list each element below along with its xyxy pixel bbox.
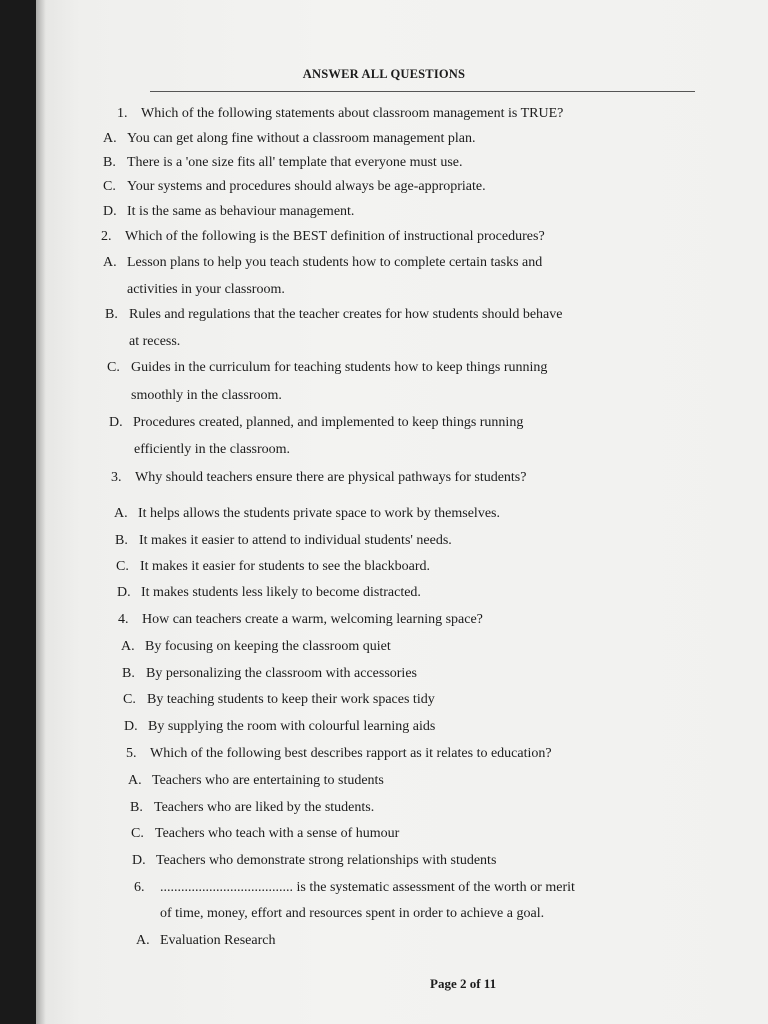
option-label: D. — [132, 853, 146, 868]
q5-option-c — [131, 826, 399, 842]
option-text: Rules and regulations that the teacher creates for how students should behave — [129, 307, 563, 322]
question-number: 1. — [117, 106, 128, 121]
option-label: C. — [131, 826, 144, 841]
q2-option-c — [107, 360, 547, 376]
option-label: C. — [103, 179, 116, 194]
option-text: By supplying the room with colourful learning aids — [148, 719, 436, 734]
option-label: B. — [130, 800, 143, 815]
q1-option-d — [103, 204, 354, 220]
option-text: It is the same as behaviour management. — [127, 204, 355, 219]
q1-option-a — [103, 131, 476, 147]
q1-option-b — [103, 155, 463, 171]
question-text: Which of the following best describes rapport as it relates to education? — [150, 746, 552, 761]
option-label: A. — [121, 639, 135, 654]
option-label: C. — [107, 360, 120, 375]
question-4 — [118, 612, 483, 628]
page-header: ANSWER ALL QUESTIONS — [302, 67, 466, 81]
question-text: ...................................... is the systematic assessment of the worth or merit — [160, 880, 575, 895]
q4-option-a — [121, 639, 391, 655]
option-text: It helps allows the students private space to work by themselves. — [138, 506, 500, 521]
question-text: Which of the following is the BEST definition of instructional procedures? — [125, 229, 545, 244]
option-text: By personalizing the classroom with accessories — [146, 666, 417, 681]
option-label: B. — [103, 155, 116, 170]
option-text: Teachers who are entertaining to students — [152, 773, 384, 788]
question-1 — [117, 106, 563, 122]
header-rule — [150, 91, 695, 92]
option-label: D. — [124, 719, 138, 734]
option-label: B. — [115, 533, 128, 548]
question-number: 6. — [134, 880, 145, 895]
q2-option-d-continued: efficiently in the classroom. — [134, 442, 291, 457]
question-number: 4. — [118, 612, 129, 627]
option-text: Teachers who are liked by the students. — [154, 800, 375, 815]
option-label: A. — [114, 506, 128, 521]
option-label: A. — [128, 773, 142, 788]
q6-option-a — [136, 933, 275, 949]
q3-option-d — [117, 585, 421, 601]
question-number: 5. — [126, 746, 137, 761]
q3-option-a — [114, 506, 500, 522]
q5-option-b — [130, 800, 374, 816]
q3-option-b — [115, 533, 452, 549]
option-text: You can get along fine without a classroom management plan. — [127, 131, 476, 146]
option-text: Teachers who teach with a sense of humour — [155, 826, 400, 841]
q1-option-c — [103, 179, 486, 195]
q2-option-c-continued: smoothly in the classroom. — [131, 388, 282, 403]
option-text: It makes students less likely to become distracted. — [141, 585, 421, 600]
question-text: How can teachers create a warm, welcoming learning space? — [142, 612, 483, 627]
option-text: There is a 'one size fits all' template that everyone must use. — [127, 155, 463, 170]
option-text: By teaching students to keep their work spaces tidy — [147, 692, 435, 707]
option-text: Lesson plans to help you teach students how to complete certain tasks and — [127, 255, 543, 270]
q2-option-d — [109, 415, 523, 431]
q4-option-b — [122, 666, 417, 682]
option-label: A. — [136, 933, 150, 948]
q5-option-a — [128, 773, 384, 789]
q4-option-c — [123, 692, 435, 708]
question-6 — [134, 880, 575, 896]
option-text: By focusing on keeping the classroom quiet — [145, 639, 391, 654]
q2-option-a-continued: activities in your classroom. — [127, 282, 285, 297]
question-2 — [101, 229, 545, 245]
q2-option-b-continued: at recess. — [129, 334, 181, 349]
question-number: 3. — [111, 470, 122, 485]
q3-option-c — [116, 559, 430, 575]
question-number: 2. — [101, 229, 112, 244]
page-footer: Page 2 of 11 — [430, 976, 497, 991]
q4-option-d — [124, 719, 435, 735]
option-text: Evaluation Research — [160, 933, 276, 948]
question-5 — [126, 746, 552, 762]
option-label: C. — [116, 559, 129, 574]
option-text: It makes it easier for students to see the blackboard. — [140, 559, 431, 574]
option-text: Guides in the curriculum for teaching students how to keep things running — [131, 360, 548, 375]
paper-edge-shadow — [36, 0, 46, 1024]
option-label: A. — [103, 131, 117, 146]
question-3 — [111, 470, 526, 486]
question-text: Why should teachers ensure there are physical pathways for students? — [135, 470, 527, 485]
option-text: Procedures created, planned, and implemented to keep things running — [133, 415, 524, 430]
option-label: A. — [103, 255, 117, 270]
question-6-continued: of time, money, effort and resources spent in order to achieve a goal. — [160, 906, 545, 921]
q5-option-d — [132, 853, 496, 869]
q2-option-a — [103, 255, 542, 271]
option-label: B. — [122, 666, 135, 681]
option-label: D. — [109, 415, 123, 430]
q2-option-b — [105, 307, 562, 323]
option-text: It makes it easier to attend to individual students' needs. — [139, 533, 452, 548]
option-label: C. — [123, 692, 136, 707]
option-label: B. — [105, 307, 118, 322]
option-text: Teachers who demonstrate strong relationships with students — [156, 853, 497, 868]
option-label: D. — [117, 585, 131, 600]
option-label: D. — [103, 204, 117, 219]
option-text: Your systems and procedures should always be age-appropriate. — [127, 179, 486, 194]
question-text: Which of the following statements about classroom management is TRUE? — [141, 106, 564, 121]
